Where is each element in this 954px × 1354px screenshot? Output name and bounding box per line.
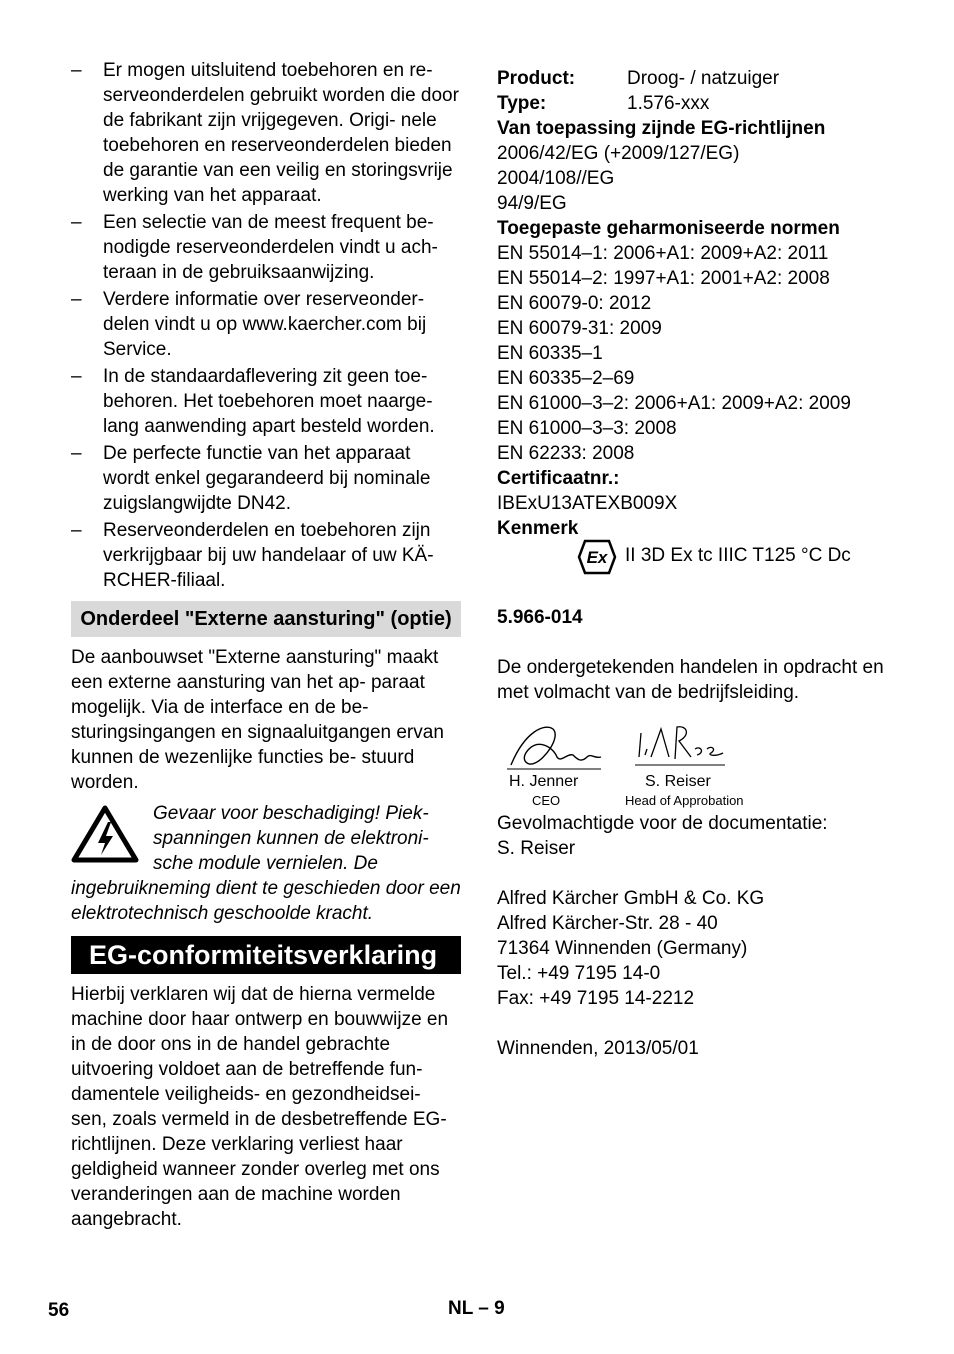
type-row xyxy=(497,91,897,116)
svg-text:Ex: Ex xyxy=(586,548,608,567)
marking-row xyxy=(577,543,897,575)
norm-item: EN 60335–1 xyxy=(497,343,603,364)
document-number: 5.966-014 xyxy=(497,607,583,628)
norm-item: EN 61000–3–3: 2008 xyxy=(497,418,677,439)
list-item xyxy=(71,518,461,593)
type-value: 1.576-xxx xyxy=(627,93,710,114)
signer2-role: Head of Approbation xyxy=(625,793,744,808)
marking-label: Kenmerk xyxy=(497,518,579,539)
norm-item: EN 62233: 2008 xyxy=(497,443,635,464)
mandate-paragraph: De ondergetekenden handelen in opdracht en met volmacht van de bedrijfsleiding. xyxy=(497,657,884,703)
marking-value: II 3D Ex tc IIIC T125 °C Dc xyxy=(625,545,851,566)
signatures xyxy=(497,713,897,811)
bullet-marker: – xyxy=(71,443,82,464)
norms-heading: Toegepaste geharmoniseerde normen xyxy=(497,218,840,239)
declaration-paragraph: Hierbij verklaren wij dat de hierna vermelde machine door haar ontwerp en bouwwijze en in de door ons in de handel gebrachte uitvoering voldoet aan de betreffende fun- damentele veiligheids- en gezondheidsei- sen, zoals vermeld in de desbetreffende EG-richtlijnen. Deze verklaring verliest haar geldigheid wanneer zonder overleg met ons veranderingen aan de machine worden aangebracht. xyxy=(71,984,449,1230)
company-address xyxy=(497,886,897,1011)
address-line: Alfred Kärcher-Str. 28 - 40 xyxy=(497,913,718,934)
list-item-text: Een selectie van de meest frequent be- nodigde reserveonderdelen vindt u ach- teraan in de gebruiksaanwijzing. xyxy=(103,212,438,283)
norm-item: EN 61000–3–2: 2006+A1: 2009+A2: 2009 xyxy=(497,393,851,414)
language-page-indicator: NL – 9 xyxy=(448,1298,505,1319)
norm-item: EN 60079-31: 2009 xyxy=(497,318,662,339)
bullet-marker: – xyxy=(71,366,82,387)
signature-jenner xyxy=(505,719,605,775)
left-column xyxy=(71,58,461,1232)
signer1-name: H. Jenner xyxy=(509,773,579,790)
address-line: Fax: +49 7195 14-2212 xyxy=(497,988,695,1009)
directive-item: 2006/42/EG (+2009/127/EG) xyxy=(497,143,740,164)
list-item xyxy=(71,210,461,285)
ex-icon xyxy=(577,539,617,575)
list-item xyxy=(71,441,461,516)
product-row xyxy=(497,66,897,91)
bullet-marker: – xyxy=(71,289,82,310)
high-voltage-warning-icon xyxy=(71,805,139,863)
list-item-text: Reserveonderdelen en toebehoren zijn verkrijgbaar bij uw handelaar of uw KÄ- RCHER-filiaal. xyxy=(103,520,434,591)
certificate-number: IBExU13ATEXB009X xyxy=(497,493,678,514)
warning-notice xyxy=(71,801,461,926)
directives-heading: Van toepassing zijnde EG-richtlijnen xyxy=(497,118,826,139)
address-line: 71364 Winnenden (Germany) xyxy=(497,938,748,959)
section-heading-declaration: EG-conformiteitsverklaring xyxy=(71,936,461,974)
norm-item: EN 55014–2: 1997+A1: 2001+A2: 2008 xyxy=(497,268,830,289)
norm-item: EN 60079-0: 2012 xyxy=(497,293,652,314)
bullet-list xyxy=(71,58,461,593)
signer1-role: CEO xyxy=(532,793,561,808)
product-value: Droog- / natzuiger xyxy=(627,68,780,89)
signer2-name: S. Reiser xyxy=(645,773,711,790)
bullet-marker: – xyxy=(71,60,82,81)
product-label: Product: xyxy=(497,68,576,89)
place-date: Winnenden, 2013/05/01 xyxy=(497,1038,699,1059)
warning-text: Gevaar voor beschadiging! Piek- spanningen kunnen de elektroni- sche module vernielen. De ingebruikneming dient te geschieden door een elektrotechnisch geschoolde kracht. xyxy=(71,803,461,924)
address-line: Tel.: +49 7195 14-0 xyxy=(497,963,661,984)
certificate-label: Certificaatnr.: xyxy=(497,468,620,489)
list-item-text: Er mogen uitsluitend toebehoren en re- serveonderdelen gebruikt worden die door de fabrikant zijn vrijgegeven. Origi- nele toebehoren en reserveonderdelen bieden de garantie van een veilig en storingsvrije werking van het apparaat. xyxy=(103,60,459,206)
bullet-marker: – xyxy=(71,520,82,541)
list-item xyxy=(71,58,461,208)
list-item-text: Verdere informatie over reserveonder- delen vindt u op www.kaercher.com bij Service. xyxy=(103,289,427,360)
external-control-paragraph: De aanbouwset "Externe aansturing" maakt een externe aansturing van het ap- paraat mogelijk. Via de interface en de be- sturingsingangen en signaaluitgangen ervan kunnen de wezenlijke functies be- stuurd worden. xyxy=(71,647,444,793)
documentation-authority-name: S. Reiser xyxy=(497,838,576,859)
type-label: Type: xyxy=(497,93,547,114)
signature-reiser xyxy=(635,719,727,771)
list-item-text: De perfecte functie van het apparaat wordt enkel gegarandeerd bij nominale zuigslangwijdte DN42. xyxy=(103,443,431,514)
address-line: Alfred Kärcher GmbH & Co. KG xyxy=(497,888,765,909)
section-heading-external-control: Onderdeel "Externe aansturing" (optie) xyxy=(71,601,461,637)
norm-item: EN 55014–1: 2006+A1: 2009+A2: 2011 xyxy=(497,243,829,264)
documentation-authority-label: Gevolmachtigde voor de documentatie: xyxy=(497,813,828,834)
directive-item: 94/9/EG xyxy=(497,193,567,214)
list-item xyxy=(71,364,461,439)
norm-item: EN 60335–2–69 xyxy=(497,368,635,389)
list-item-text: In de standaardaflevering zit geen toe- behoren. Het toebehoren moet naarge- lang aanwending apart besteld worden. xyxy=(103,366,435,437)
page-number: 56 xyxy=(48,1300,70,1321)
right-column xyxy=(497,66,897,1061)
list-item xyxy=(71,287,461,362)
bullet-marker: – xyxy=(71,212,82,233)
directive-item: 2004/108//EG xyxy=(497,168,615,189)
